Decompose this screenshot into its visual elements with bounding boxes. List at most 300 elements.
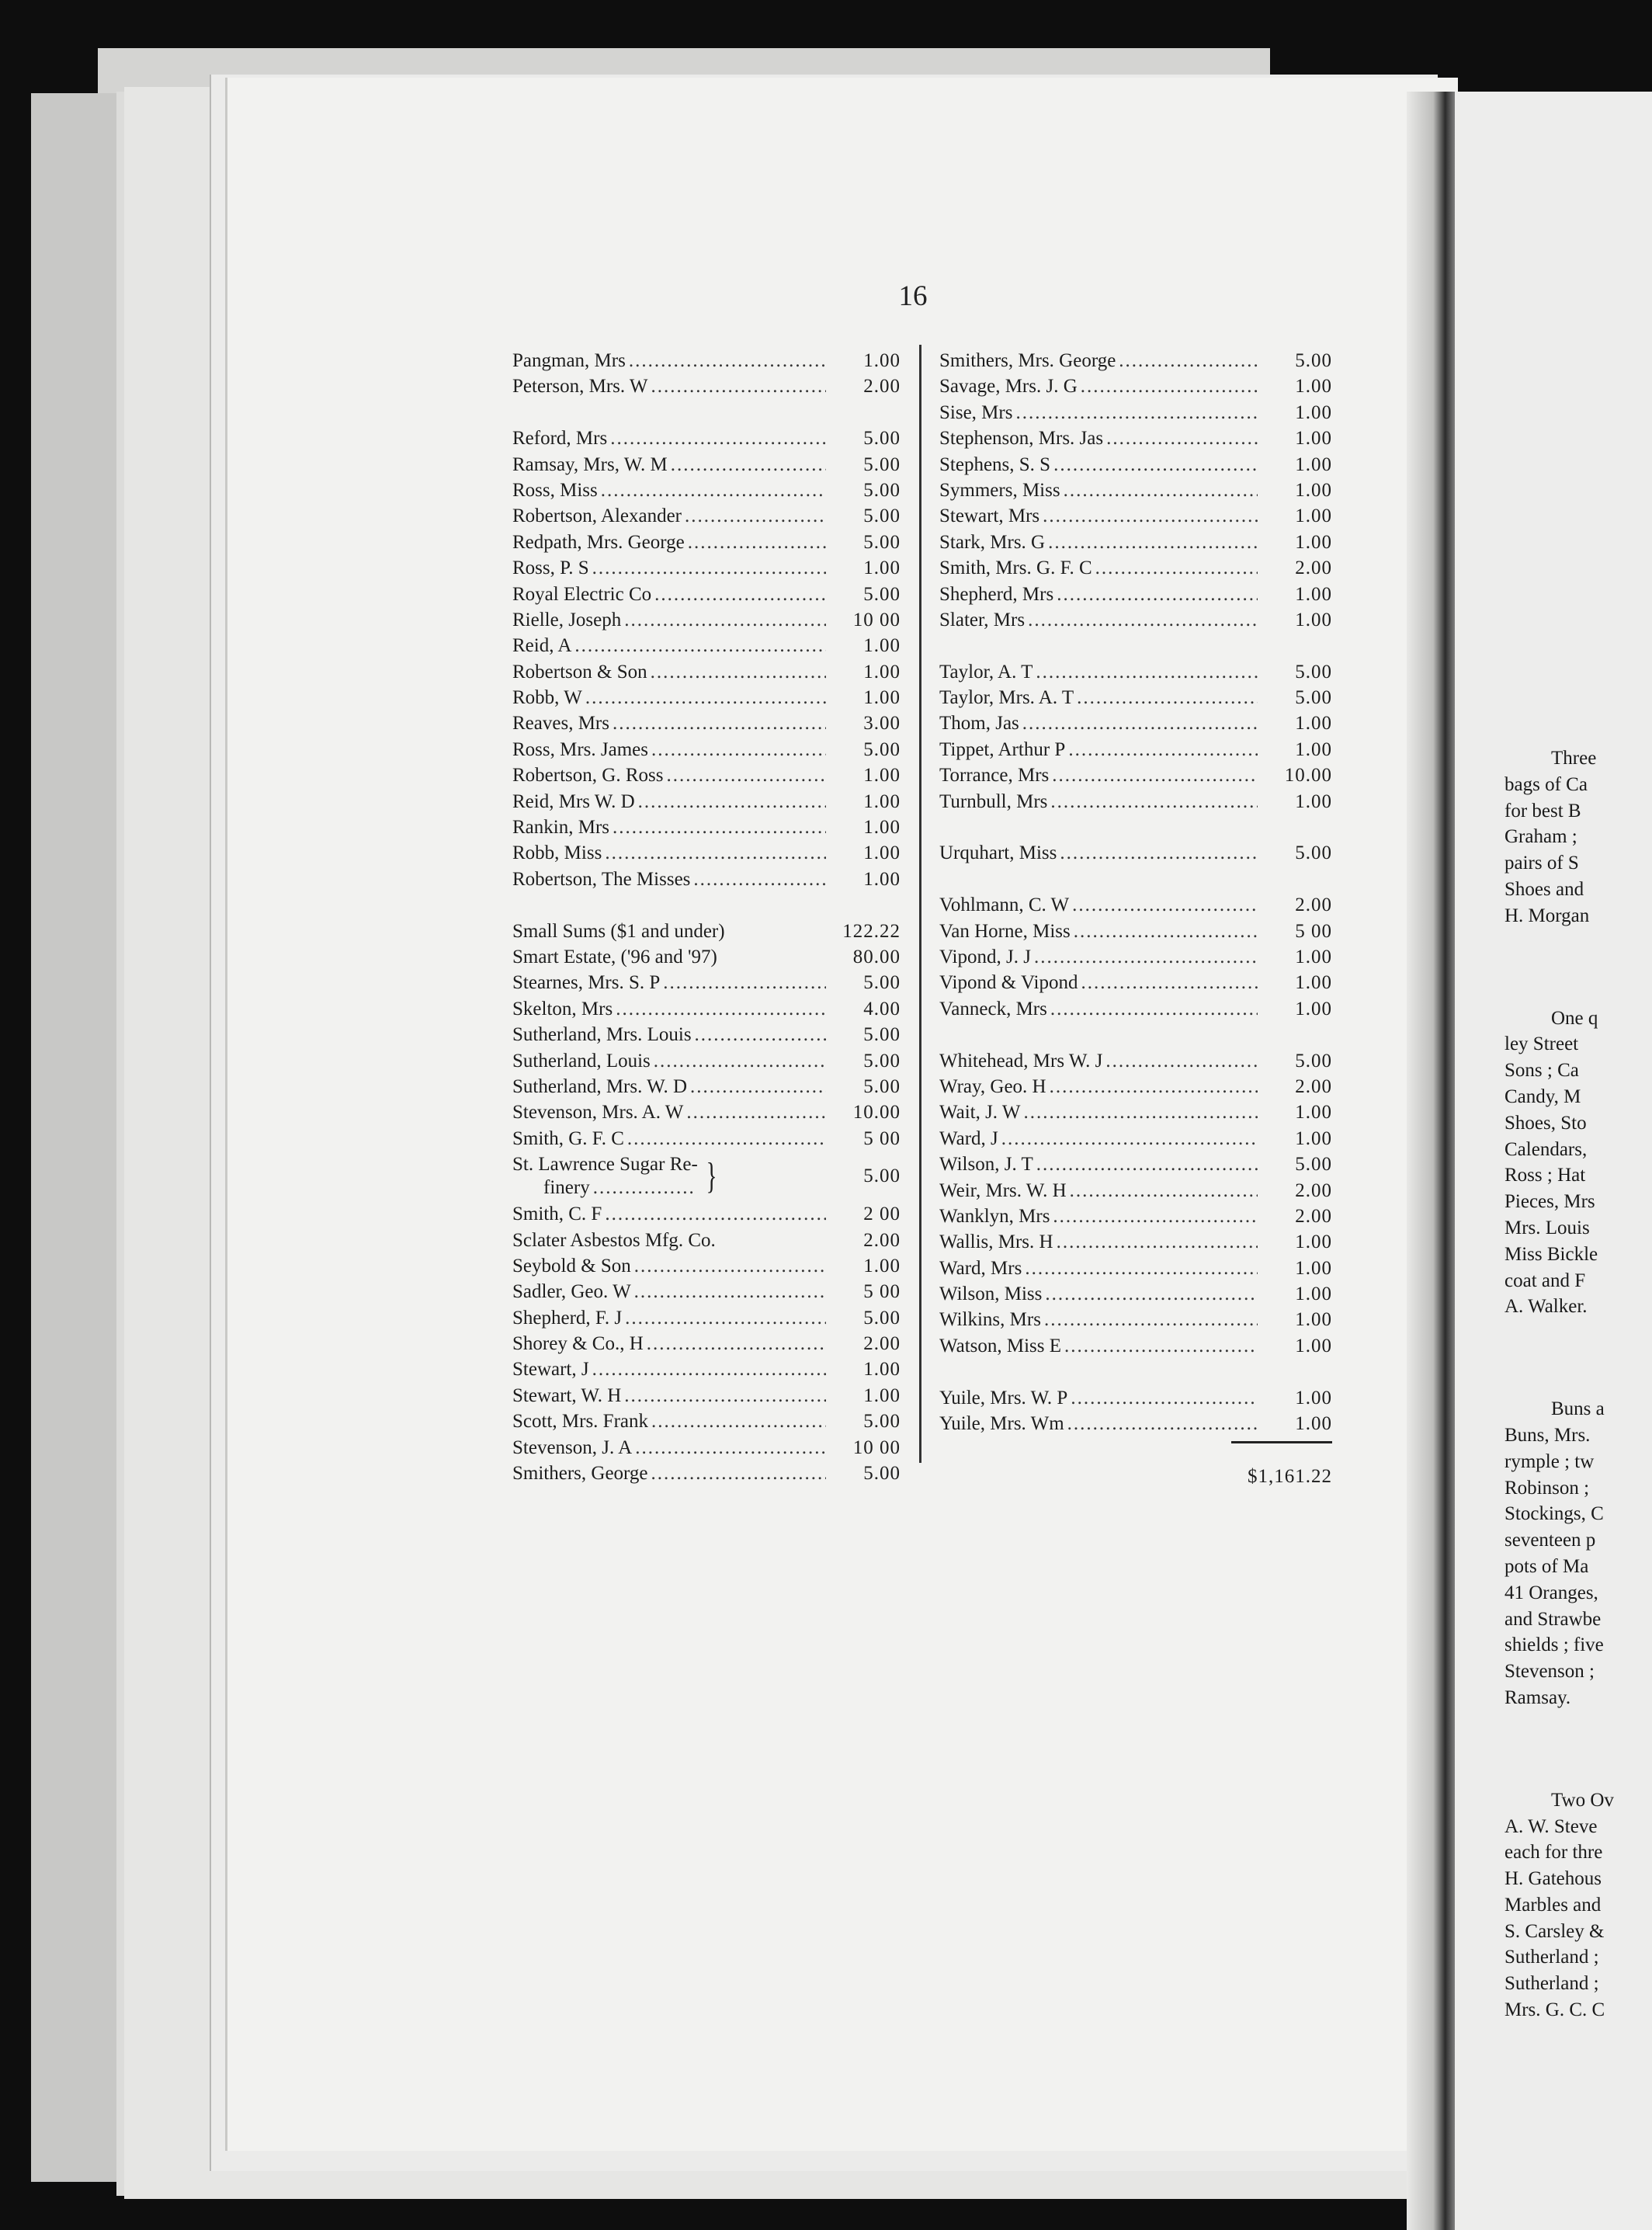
list-entry	[512, 710, 901, 736]
list-entry	[512, 867, 901, 892]
list-entry	[512, 1099, 901, 1125]
leader-dots	[654, 1048, 826, 1074]
entry-amount: 5.00	[863, 1024, 901, 1046]
leader-dots	[663, 970, 826, 995]
entry-amount: 1.00	[1295, 376, 1332, 398]
entry-amount: 5.00	[1295, 842, 1332, 864]
list-entry	[939, 1099, 1332, 1125]
entry-amount: 10.00	[852, 1102, 901, 1124]
leader-dots	[625, 1305, 826, 1331]
list-entry	[512, 633, 901, 658]
list-entry	[512, 944, 901, 970]
entry-name: Stewart, Mrs	[939, 505, 1040, 527]
list-entry	[512, 1461, 901, 1486]
text-line: Candy, M	[1504, 1085, 1581, 1107]
leader-dots	[613, 815, 826, 840]
entry-amount: 1.00	[863, 558, 901, 579]
leader-dots	[695, 1022, 826, 1047]
entry-name: Scott, Mrs. Frank	[512, 1411, 648, 1433]
entry-amount: 1.00	[1295, 609, 1332, 630]
list-entry	[939, 1256, 1332, 1281]
list-entry	[939, 1126, 1332, 1151]
list-entry	[939, 1074, 1332, 1099]
entry-name: Skelton, Mrs	[512, 998, 613, 1019]
list-entry	[512, 1022, 901, 1047]
text-line: pots of Ma	[1504, 1555, 1589, 1577]
list-entry	[939, 1411, 1332, 1436]
entry-name: Smith, Mrs. G. F. C	[939, 558, 1092, 579]
text-line: Calendars,	[1504, 1138, 1588, 1160]
entry-name: Taylor, Mrs. A. T	[939, 687, 1074, 709]
list-entry	[512, 478, 901, 503]
entry-name: Vanneck, Mrs	[939, 998, 1047, 1019]
blank-line	[939, 867, 1332, 892]
list-entry	[939, 1307, 1332, 1332]
entry-name: Yuile, Mrs. Wm	[939, 1413, 1064, 1435]
right-page-text	[1504, 745, 1652, 2100]
entry-name: Reford, Mrs	[512, 428, 608, 450]
entry-amount: 1.00	[1295, 583, 1332, 605]
blank-line	[939, 633, 1332, 658]
entry-name: Turnbull, Mrs	[939, 790, 1048, 812]
leader-dots	[1001, 1126, 1258, 1151]
text-line: S. Carsley &	[1504, 1920, 1605, 1942]
list-entry	[512, 1253, 901, 1279]
entry-amount: 5.00	[1295, 350, 1332, 371]
text-line: Sons ; Ca	[1504, 1060, 1579, 1082]
list-entry	[512, 1279, 901, 1304]
entry-name: Rankin, Mrs	[512, 817, 609, 839]
leader-dots	[651, 373, 826, 399]
blank-line	[939, 1359, 1332, 1384]
entry-name: Reid, Mrs W. D	[512, 790, 635, 812]
list-entry	[939, 685, 1332, 710]
leader-dots	[1050, 996, 1258, 1022]
list-entry	[939, 348, 1332, 373]
leader-dots	[1070, 1178, 1258, 1204]
text-line: A. Walker.	[1504, 1296, 1588, 1318]
text-line: ley Street	[1504, 1033, 1579, 1055]
entry-name: Ross, P. S	[512, 558, 589, 579]
entry-name: Stephenson, Mrs. Jas	[939, 428, 1104, 450]
entry-amount: 1.00	[863, 1255, 901, 1277]
entry-amount: 122.22	[842, 920, 901, 942]
list-entry	[939, 530, 1332, 555]
entry-name: Stevenson, Mrs. A. W	[512, 1102, 684, 1124]
leader-dots	[1057, 582, 1258, 607]
entry-name: Weir, Mrs. W. H	[939, 1179, 1067, 1201]
text-paragraph	[1504, 1396, 1652, 1711]
list-entry	[939, 503, 1332, 529]
column-divider	[919, 345, 921, 1463]
list-entry	[939, 1333, 1332, 1359]
list-entry	[939, 400, 1332, 426]
entry-amount: 5.00	[863, 428, 901, 450]
list-entry	[512, 996, 901, 1022]
entry-name: Stephens, S. S	[939, 453, 1051, 475]
entry-name-block	[512, 1153, 720, 1200]
leader-dots	[651, 737, 826, 762]
entry-amount: 3.00	[863, 713, 901, 735]
entry-amount: 1.00	[863, 350, 901, 371]
list-entry	[512, 762, 901, 788]
entry-name: Stark, Mrs. G	[939, 531, 1046, 553]
list-entry	[512, 1331, 901, 1356]
entry-amount: 2 00	[863, 1204, 901, 1225]
list-entry	[512, 1383, 901, 1409]
entry-name: Wait, J. W	[939, 1102, 1021, 1124]
entry-amount: 5 00	[1295, 920, 1332, 942]
list-entry	[939, 659, 1332, 685]
entry-name: Royal Electric Co	[512, 583, 652, 605]
entry-name: Smith, G. F. C	[512, 1127, 624, 1149]
leader-dots	[1050, 1074, 1258, 1099]
entry-amount: 5.00	[863, 1411, 901, 1433]
entry-name: Sutherland, Mrs. W. D	[512, 1075, 687, 1097]
entry-name: Slater, Mrs	[939, 609, 1026, 630]
entry-amount: 1.00	[863, 1384, 901, 1406]
text-line: Buns a	[1551, 1398, 1605, 1420]
entry-name: Stewart, J	[512, 1359, 589, 1381]
entry-name: Shorey & Co., H	[512, 1333, 644, 1355]
text-line: Sutherland ;	[1504, 1947, 1599, 1968]
list-entry	[512, 555, 901, 581]
leader-dots	[592, 1356, 826, 1382]
entry-amount: 1.00	[863, 765, 901, 787]
list-entry	[939, 1048, 1332, 1074]
entry-amount: 2.00	[1295, 558, 1332, 579]
text-line: Ross ; Hat	[1504, 1165, 1586, 1186]
entry-amount: 1.00	[1295, 738, 1332, 760]
leader-dots	[592, 555, 826, 581]
blank-line	[512, 892, 901, 918]
entry-name: Vipond, J. J	[939, 946, 1031, 967]
list-entry	[512, 348, 901, 373]
subscription-list-right	[939, 348, 1332, 1491]
entry-amount: 1.00	[1295, 428, 1332, 450]
entry-name: Van Horne, Miss	[939, 920, 1071, 942]
entry-amount: 2.00	[863, 376, 901, 398]
entry-name: Smithers, George	[512, 1463, 648, 1485]
entry-name: Wanklyn, Mrs	[939, 1205, 1050, 1227]
text-paragraph	[1504, 1006, 1652, 1321]
entry-name-continued	[512, 1176, 698, 1200]
list-entry	[512, 1305, 901, 1331]
list-entry	[939, 710, 1332, 736]
entry-amount: 1.00	[1295, 713, 1332, 735]
entry-amount: 2.00	[1295, 1179, 1332, 1201]
entry-amount: 1.00	[1295, 1127, 1332, 1149]
leader-dots	[634, 1253, 826, 1279]
text-line: One q	[1551, 1007, 1598, 1029]
entry-name: Ross, Miss	[512, 479, 598, 501]
list-entry	[512, 530, 901, 555]
entry-name: Peterson, Mrs. W	[512, 376, 648, 398]
leader-dots	[647, 1331, 826, 1356]
entry-amount: 1.00	[1295, 1335, 1332, 1356]
entry-name: Reaves, Mrs	[512, 713, 609, 735]
entry-amount: 5.00	[863, 453, 901, 475]
entry-amount: 5.00	[863, 1463, 901, 1485]
leader-dots	[1053, 1204, 1258, 1229]
entry-name: Robertson, The Misses	[512, 868, 691, 890]
text-line: Stockings, C	[1504, 1503, 1604, 1525]
leader-dots	[624, 607, 826, 633]
list-entry	[939, 892, 1332, 918]
entry-amount: 5.00	[863, 1050, 901, 1072]
list-entry	[512, 1356, 901, 1382]
entry-name: Small Sums ($1 and under)	[512, 920, 725, 942]
list-entry	[939, 762, 1332, 788]
list-entry	[512, 426, 901, 451]
list-entry	[939, 1281, 1332, 1307]
leader-dots	[1064, 478, 1258, 503]
page-number: 16	[898, 280, 928, 312]
list-entry	[512, 1409, 901, 1434]
entry-amount: 4.00	[863, 998, 901, 1019]
entry-name: Sise, Mrs	[939, 401, 1013, 423]
list-entry	[939, 373, 1332, 399]
entry-name: Tippet, Arthur P	[939, 738, 1066, 760]
leader-dots	[1067, 1411, 1258, 1436]
leader-dots	[1119, 348, 1258, 373]
entry-name: Robertson, Alexander	[512, 505, 682, 527]
entry-amount: 5.00	[863, 1165, 901, 1187]
entry-name: Reid, A	[512, 635, 572, 657]
list-entry	[512, 1228, 901, 1253]
leader-dots	[605, 1201, 826, 1227]
text-line: Mrs. G. C. C	[1504, 1999, 1605, 2021]
entry-name: Sutherland, Mrs. Louis	[512, 1024, 692, 1046]
entry-amount: 5.00	[863, 531, 901, 553]
entry-name: Whitehead, Mrs W. J	[939, 1050, 1103, 1072]
entry-amount: 1.00	[1295, 1283, 1332, 1305]
entry-amount: 1.00	[863, 661, 901, 683]
list-entry	[939, 555, 1332, 581]
text-line: seventeen p	[1504, 1530, 1596, 1551]
leader-dots	[688, 530, 826, 555]
leader-dots	[1106, 426, 1258, 451]
text-line: Graham ;	[1504, 826, 1577, 848]
entry-amount: 5.00	[1295, 1050, 1332, 1072]
entry-amount: 1.00	[1295, 401, 1332, 423]
entry-amount: 1.00	[1295, 1257, 1332, 1279]
list-entry	[939, 1229, 1332, 1255]
text-line: Two Ov	[1551, 1789, 1614, 1811]
list-entry	[939, 607, 1332, 633]
list-entry	[512, 919, 901, 944]
text-line: shields ; five	[1504, 1634, 1604, 1656]
leader-dots	[1057, 1229, 1258, 1255]
entry-name: Savage, Mrs. J. G	[939, 376, 1078, 398]
entry-amount: 5.00	[1295, 1154, 1332, 1176]
leader-dots	[685, 503, 826, 529]
entry-name: Stevenson, J. A	[512, 1436, 633, 1458]
text-paragraph	[1504, 1787, 1652, 2023]
leader-dots	[1060, 840, 1258, 866]
text-line: bags of Ca	[1504, 773, 1588, 795]
leader-dots	[666, 762, 826, 788]
leader-dots	[624, 1383, 826, 1409]
leader-dots	[690, 1074, 826, 1099]
leader-dots	[1045, 1281, 1258, 1307]
entry-amount: 2.00	[1295, 1205, 1332, 1227]
leader-dots	[1043, 503, 1258, 529]
entry-name: Smith, C. F	[512, 1204, 602, 1225]
entry-name: Smart Estate, ('96 and '97)	[512, 946, 717, 967]
entry-amount: 1.00	[1295, 1102, 1332, 1124]
entry-name: Sutherland, Louis	[512, 1050, 651, 1072]
entry-name: Yuile, Mrs. W. P	[939, 1387, 1068, 1409]
entry-amount: 5.00	[863, 479, 901, 501]
subscription-list-left	[512, 348, 901, 1486]
entry-name: Ward, Mrs	[939, 1257, 1022, 1279]
entry-name: Sclater Asbestos Mfg. Co.	[512, 1229, 716, 1251]
text-line: 41 Oranges,	[1504, 1582, 1598, 1603]
entry-name: Watson, Miss E	[939, 1335, 1062, 1356]
entry-name: Wilson, Miss	[939, 1283, 1043, 1305]
leader-dots	[613, 710, 826, 736]
text-line: A. W. Steve	[1504, 1815, 1598, 1837]
leader-dots	[686, 1099, 826, 1125]
list-entry	[939, 1178, 1332, 1204]
text-line: for best B	[1504, 800, 1581, 821]
total-rule	[1231, 1441, 1332, 1463]
entry-name: Wray, Geo. H	[939, 1075, 1046, 1097]
entry-name: Robertson & Son	[512, 661, 647, 683]
entry-name: St. Lawrence Sugar Re-	[512, 1154, 698, 1176]
entry-amount: 1.00	[1295, 453, 1332, 475]
entry-name: Ross, Mrs. James	[512, 738, 649, 760]
entry-name: Wilkins, Mrs	[939, 1309, 1041, 1331]
leader-dots	[1036, 659, 1258, 685]
leader-dots	[1064, 1333, 1258, 1359]
leader-dots	[1053, 452, 1258, 478]
list-entry	[512, 840, 901, 866]
list-entry	[939, 996, 1332, 1022]
leader-dots	[1048, 530, 1258, 555]
entry-name: Seybold & Son	[512, 1255, 631, 1277]
entry-amount: 1.00	[863, 635, 901, 657]
text-line: pairs of S	[1504, 853, 1579, 874]
entry-amount: 1.00	[863, 1359, 901, 1381]
list-entry	[939, 789, 1332, 815]
entry-name: Urquhart, Miss	[939, 842, 1057, 864]
entry-name: Rielle, Joseph	[512, 609, 622, 630]
entry-name-line2: finery	[543, 1177, 590, 1199]
text-line: Marbles and	[1504, 1894, 1602, 1916]
entry-amount: 1.00	[1295, 479, 1332, 501]
leader-dots	[1025, 1256, 1258, 1281]
entry-amount: 2.00	[863, 1333, 901, 1355]
list-entry	[939, 919, 1332, 944]
entry-amount: 1.00	[1295, 790, 1332, 812]
entry-name: Ward, J	[939, 1127, 998, 1149]
leader-dots	[1095, 555, 1258, 581]
text-line: Robinson ;	[1504, 1477, 1590, 1499]
entry-amount: 2.00	[1295, 894, 1332, 916]
blank-line	[939, 815, 1332, 840]
entry-amount: 1.00	[1295, 1231, 1332, 1253]
entry-name: Symmers, Miss	[939, 479, 1060, 501]
entry-amount: 1.00	[1295, 1309, 1332, 1331]
text-line: Three	[1551, 748, 1597, 769]
leader-dots	[1050, 789, 1258, 815]
entry-amount: 1.00	[1295, 998, 1332, 1019]
entry-name: Torrance, Mrs	[939, 765, 1050, 787]
entry-name: Stearnes, Mrs. S. P	[512, 972, 661, 994]
text-line: H. Morgan	[1504, 905, 1590, 926]
list-entry	[512, 503, 901, 529]
leader-dots	[593, 1176, 694, 1200]
grand-total: $1,161.22	[1248, 1466, 1332, 1488]
list-entry	[512, 1435, 901, 1461]
text-line: coat and F	[1504, 1270, 1586, 1291]
leader-dots	[1072, 892, 1258, 918]
list-entry	[512, 1048, 901, 1074]
list-entry	[939, 452, 1332, 478]
leader-dots	[634, 1279, 826, 1304]
list-entry	[512, 659, 901, 685]
entry-amount: 5.00	[863, 738, 901, 760]
entry-amount: 1.00	[1295, 1387, 1332, 1409]
leader-dots	[627, 1126, 826, 1151]
leader-dots	[635, 1435, 826, 1461]
entry-amount: 1.00	[1295, 1413, 1332, 1435]
text-line: Buns, Mrs.	[1504, 1424, 1591, 1446]
entry-amount: 5.00	[863, 972, 901, 994]
text-line: Miss Bickle	[1504, 1243, 1598, 1265]
entry-name: Robertson, G. Ross	[512, 765, 664, 787]
text-line: Mrs. Louis	[1504, 1217, 1590, 1238]
leader-dots	[1034, 944, 1258, 970]
entry-name-lines	[512, 1153, 698, 1200]
list-entry	[939, 478, 1332, 503]
entry-amount: 5.00	[863, 1075, 901, 1097]
entry-amount: 2.00	[863, 1229, 901, 1251]
list-entry	[939, 1204, 1332, 1229]
leader-dots	[629, 348, 826, 373]
list-entry	[512, 1074, 901, 1099]
list-entry	[512, 373, 901, 399]
entry-amount: 1.00	[1295, 946, 1332, 967]
entry-name: Vohlmann, C. W	[939, 894, 1070, 916]
text-line: Shoes, Sto	[1504, 1112, 1587, 1134]
blank-line	[512, 400, 901, 426]
list-entry	[512, 452, 901, 478]
total-rule-row	[939, 1436, 1332, 1463]
entry-name: Robb, W	[512, 687, 582, 709]
list-entry	[512, 685, 901, 710]
entry-name: Ramsay, Mrs, W. M	[512, 453, 668, 475]
leader-dots	[616, 996, 826, 1022]
leader-dots	[1036, 1151, 1258, 1177]
entry-amount: 10 00	[852, 609, 901, 630]
leader-dots	[693, 867, 826, 892]
leader-dots	[1028, 607, 1258, 633]
entry-name: Thom, Jas	[939, 713, 1019, 735]
leader-dots	[574, 633, 826, 658]
list-entry	[512, 815, 901, 840]
text-line: Pieces, Mrs	[1504, 1191, 1595, 1213]
entry-amount: 5 00	[863, 1127, 901, 1149]
list-entry	[939, 582, 1332, 607]
leader-dots	[671, 452, 826, 478]
text-line: Shoes and	[1504, 878, 1584, 900]
list-entry	[939, 1385, 1332, 1411]
entry-name: Redpath, Mrs. George	[512, 531, 685, 553]
leader-dots	[1105, 1048, 1258, 1074]
